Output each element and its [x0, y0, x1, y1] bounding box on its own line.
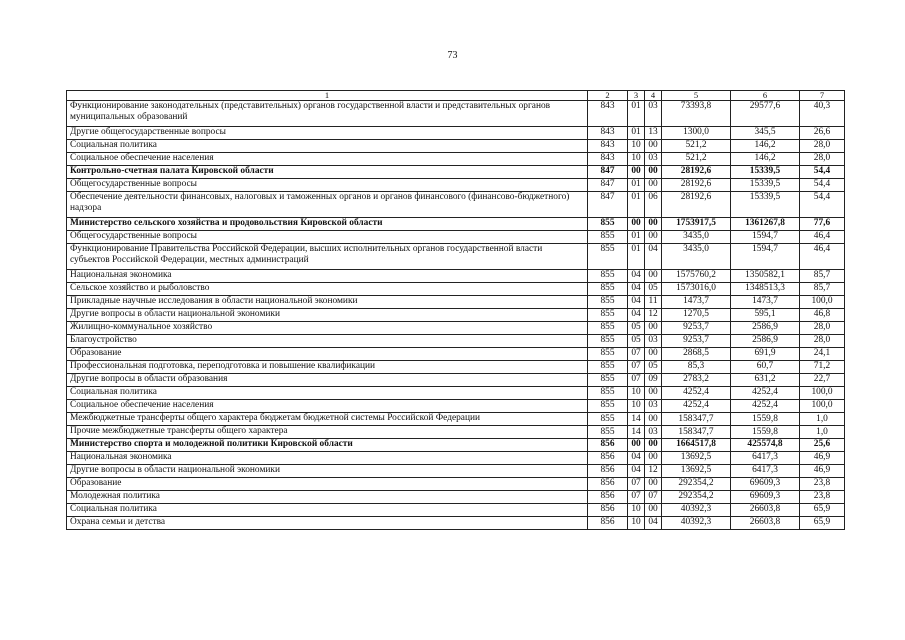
row-planned-value-cell: 158347,7 — [662, 426, 731, 439]
row-planned-value-cell: 521,2 — [662, 140, 731, 153]
row-planned-value-cell: 3435,0 — [662, 231, 731, 244]
row-section-cell: 10 — [628, 504, 645, 517]
table-row — [67, 283, 845, 296]
row-executed-value-cell: 146,2 — [731, 140, 800, 153]
row-section-cell: 10 — [628, 400, 645, 413]
row-percent-cell: 24,1 — [800, 348, 845, 361]
table-row — [67, 361, 845, 374]
row-percent-cell: 46,4 — [800, 244, 845, 270]
row-percent-cell: 77,6 — [800, 218, 845, 231]
row-planned-value-cell: 13692,5 — [662, 465, 731, 478]
row-subsection-cell: 00 — [645, 504, 662, 517]
row-planned-value-cell: 73393,8 — [662, 101, 731, 127]
row-planned-value-cell: 9253,7 — [662, 335, 731, 348]
table-row — [67, 179, 845, 192]
row-planned-value-cell: 4252,4 — [662, 387, 731, 400]
row-section-cell: 01 — [628, 179, 645, 192]
row-name-cell: Межбюджетные трансферты общего характера бюджетам бюджетной системы Российской Федерации — [67, 413, 588, 426]
row-section-cell: 04 — [628, 465, 645, 478]
column-header: 7 — [800, 91, 845, 101]
row-subsection-cell: 04 — [645, 517, 662, 530]
row-name-cell: Сельское хозяйство и рыболовство — [67, 283, 588, 296]
row-code-cell: 855 — [588, 244, 628, 270]
row-name-cell: Социальная политика — [67, 140, 588, 153]
row-code-cell: 847 — [588, 179, 628, 192]
row-name-cell: Благоустройство — [67, 335, 588, 348]
table-row — [67, 101, 845, 127]
row-name-cell: Образование — [67, 348, 588, 361]
row-subsection-cell: 00 — [645, 218, 662, 231]
row-percent-cell: 25,6 — [800, 439, 845, 452]
table-row — [67, 322, 845, 335]
row-executed-value-cell: 15339,5 — [731, 179, 800, 192]
row-planned-value-cell: 292354,2 — [662, 478, 731, 491]
row-executed-value-cell: 4252,4 — [731, 400, 800, 413]
row-planned-value-cell: 40392,3 — [662, 504, 731, 517]
row-executed-value-cell: 631,2 — [731, 374, 800, 387]
row-planned-value-cell: 28192,6 — [662, 179, 731, 192]
row-name-cell: Общегосударственные вопросы — [67, 179, 588, 192]
row-code-cell: 843 — [588, 153, 628, 166]
row-name-cell: Другие вопросы в области образования — [67, 374, 588, 387]
row-executed-value-cell: 69609,3 — [731, 478, 800, 491]
row-executed-value-cell: 26603,8 — [731, 517, 800, 530]
table-row — [67, 192, 845, 218]
row-code-cell: 856 — [588, 452, 628, 465]
table-row — [67, 309, 845, 322]
row-percent-cell: 40,3 — [800, 101, 845, 127]
table-row — [67, 400, 845, 413]
row-executed-value-cell: 69609,3 — [731, 491, 800, 504]
row-section-cell: 04 — [628, 283, 645, 296]
row-percent-cell: 100,0 — [800, 387, 845, 400]
row-name-cell: Молодежная политика — [67, 491, 588, 504]
row-subsection-cell: 04 — [645, 244, 662, 270]
table-row — [67, 244, 845, 270]
row-planned-value-cell: 85,3 — [662, 361, 731, 374]
row-executed-value-cell: 6417,3 — [731, 452, 800, 465]
row-name-cell: Жилищно-коммунальное хозяйство — [67, 322, 588, 335]
row-name-cell: Национальная экономика — [67, 452, 588, 465]
row-subsection-cell: 00 — [645, 231, 662, 244]
row-planned-value-cell: 521,2 — [662, 153, 731, 166]
table-row — [67, 452, 845, 465]
row-subsection-cell: 03 — [645, 153, 662, 166]
row-planned-value-cell: 1300,0 — [662, 127, 731, 140]
row-code-cell: 855 — [588, 413, 628, 426]
row-code-cell: 856 — [588, 465, 628, 478]
row-name-cell: Социальное обеспечение населения — [67, 153, 588, 166]
row-code-cell: 855 — [588, 400, 628, 413]
row-name-cell: Прикладные научные исследования в области национальной экономики — [67, 296, 588, 309]
table-header-row — [67, 91, 845, 101]
row-subsection-cell: 00 — [645, 478, 662, 491]
row-executed-value-cell: 1361267,8 — [731, 218, 800, 231]
row-subsection-cell: 00 — [645, 439, 662, 452]
row-code-cell: 856 — [588, 504, 628, 517]
row-percent-cell: 71,2 — [800, 361, 845, 374]
row-code-cell: 855 — [588, 361, 628, 374]
row-code-cell: 856 — [588, 478, 628, 491]
row-code-cell: 856 — [588, 491, 628, 504]
row-planned-value-cell: 1270,5 — [662, 309, 731, 322]
row-name-cell: Функционирование законодательных (представительных) органов государственной власти и представительных органов муниципальных образований — [67, 101, 588, 127]
row-subsection-cell: 00 — [645, 166, 662, 179]
row-subsection-cell: 05 — [645, 283, 662, 296]
table-row-ministry — [67, 439, 845, 452]
row-executed-value-cell: 1594,7 — [731, 244, 800, 270]
column-header: 1 — [67, 91, 588, 101]
row-planned-value-cell: 28192,6 — [662, 192, 731, 218]
table-row — [67, 517, 845, 530]
table-row — [67, 231, 845, 244]
table-row — [67, 153, 845, 166]
row-percent-cell: 100,0 — [800, 296, 845, 309]
row-section-cell: 01 — [628, 127, 645, 140]
row-code-cell: 855 — [588, 296, 628, 309]
row-section-cell: 10 — [628, 153, 645, 166]
row-section-cell: 05 — [628, 322, 645, 335]
row-subsection-cell: 06 — [645, 192, 662, 218]
row-section-cell: 00 — [628, 218, 645, 231]
row-subsection-cell: 00 — [645, 387, 662, 400]
column-header: 6 — [731, 91, 800, 101]
row-section-cell: 07 — [628, 374, 645, 387]
row-code-cell: 855 — [588, 348, 628, 361]
table-row — [67, 374, 845, 387]
row-executed-value-cell: 595,1 — [731, 309, 800, 322]
table-row — [67, 335, 845, 348]
row-executed-value-cell: 146,2 — [731, 153, 800, 166]
row-planned-value-cell: 1575760,2 — [662, 270, 731, 283]
row-subsection-cell: 03 — [645, 400, 662, 413]
table-row — [67, 140, 845, 153]
row-subsection-cell: 07 — [645, 491, 662, 504]
row-subsection-cell: 00 — [645, 413, 662, 426]
row-section-cell: 10 — [628, 140, 645, 153]
row-name-cell: Общегосударственные вопросы — [67, 231, 588, 244]
row-name-cell: Другие общегосударственные вопросы — [67, 127, 588, 140]
row-section-cell: 07 — [628, 361, 645, 374]
row-code-cell: 855 — [588, 309, 628, 322]
row-planned-value-cell: 1664517,8 — [662, 439, 731, 452]
row-code-cell: 856 — [588, 517, 628, 530]
row-percent-cell: 28,0 — [800, 335, 845, 348]
column-header: 2 — [588, 91, 628, 101]
row-section-cell: 14 — [628, 426, 645, 439]
row-section-cell: 04 — [628, 309, 645, 322]
row-percent-cell: 54,4 — [800, 166, 845, 179]
row-name-cell: Министерство сельского хозяйства и продовольствия Кировской области — [67, 218, 588, 231]
row-name-cell: Профессиональная подготовка, переподготовка и повышение квалификации — [67, 361, 588, 374]
row-subsection-cell: 13 — [645, 127, 662, 140]
row-code-cell: 843 — [588, 127, 628, 140]
row-code-cell: 843 — [588, 140, 628, 153]
row-percent-cell: 46,9 — [800, 465, 845, 478]
table-row — [67, 426, 845, 439]
row-planned-value-cell: 1753917,5 — [662, 218, 731, 231]
row-section-cell: 04 — [628, 270, 645, 283]
row-code-cell: 847 — [588, 166, 628, 179]
row-name-cell: Охрана семьи и детства — [67, 517, 588, 530]
row-name-cell: Социальное обеспечение населения — [67, 400, 588, 413]
column-header: 3 — [628, 91, 645, 101]
row-percent-cell: 28,0 — [800, 153, 845, 166]
row-percent-cell: 46,4 — [800, 231, 845, 244]
row-code-cell: 855 — [588, 283, 628, 296]
table-row-ministry — [67, 166, 845, 179]
row-planned-value-cell: 28192,6 — [662, 166, 731, 179]
row-code-cell: 855 — [588, 231, 628, 244]
row-name-cell: Прочие межбюджетные трансферты общего характера — [67, 426, 588, 439]
row-planned-value-cell: 40392,3 — [662, 517, 731, 530]
row-executed-value-cell: 345,5 — [731, 127, 800, 140]
row-name-cell: Образование — [67, 478, 588, 491]
row-name-cell: Функционирование Правительства Российской Федерации, высших исполнительных органов государственной власти субъектов Российской Федерации, местных администраций — [67, 244, 588, 270]
row-subsection-cell: 11 — [645, 296, 662, 309]
row-percent-cell: 65,9 — [800, 504, 845, 517]
row-section-cell: 04 — [628, 296, 645, 309]
row-planned-value-cell: 4252,4 — [662, 400, 731, 413]
row-subsection-cell: 00 — [645, 140, 662, 153]
row-section-cell: 01 — [628, 231, 645, 244]
row-percent-cell: 85,7 — [800, 283, 845, 296]
table-row — [67, 387, 845, 400]
column-header: 4 — [645, 91, 662, 101]
row-section-cell: 10 — [628, 387, 645, 400]
row-percent-cell: 28,0 — [800, 140, 845, 153]
row-executed-value-cell: 60,7 — [731, 361, 800, 374]
row-executed-value-cell: 1350582,1 — [731, 270, 800, 283]
row-code-cell: 855 — [588, 335, 628, 348]
row-section-cell: 00 — [628, 439, 645, 452]
row-executed-value-cell: 1473,7 — [731, 296, 800, 309]
page-number: 73 — [447, 50, 458, 61]
row-subsection-cell: 00 — [645, 348, 662, 361]
table-row — [67, 296, 845, 309]
row-executed-value-cell: 15339,5 — [731, 192, 800, 218]
row-code-cell: 855 — [588, 270, 628, 283]
row-planned-value-cell: 292354,2 — [662, 491, 731, 504]
table-row — [67, 413, 845, 426]
row-subsection-cell: 03 — [645, 426, 662, 439]
row-name-cell: Социальная политика — [67, 504, 588, 517]
table-row — [67, 491, 845, 504]
row-section-cell: 00 — [628, 166, 645, 179]
row-name-cell: Другие вопросы в области национальной экономики — [67, 465, 588, 478]
row-code-cell: 847 — [588, 192, 628, 218]
row-section-cell: 14 — [628, 413, 645, 426]
row-executed-value-cell: 691,9 — [731, 348, 800, 361]
row-name-cell: Министерство спорта и молодежной политики Кировской области — [67, 439, 588, 452]
row-executed-value-cell: 1559,8 — [731, 413, 800, 426]
row-percent-cell: 85,7 — [800, 270, 845, 283]
row-planned-value-cell: 2868,5 — [662, 348, 731, 361]
row-executed-value-cell: 15339,5 — [731, 166, 800, 179]
row-planned-value-cell: 3435,0 — [662, 244, 731, 270]
row-code-cell: 855 — [588, 322, 628, 335]
row-executed-value-cell: 2586,9 — [731, 335, 800, 348]
row-percent-cell: 65,9 — [800, 517, 845, 530]
row-percent-cell: 46,8 — [800, 309, 845, 322]
table-row — [67, 504, 845, 517]
row-executed-value-cell: 26603,8 — [731, 504, 800, 517]
row-section-cell: 01 — [628, 192, 645, 218]
row-subsection-cell: 05 — [645, 361, 662, 374]
table-row — [67, 270, 845, 283]
row-code-cell: 855 — [588, 387, 628, 400]
row-subsection-cell: 00 — [645, 270, 662, 283]
row-subsection-cell: 03 — [645, 335, 662, 348]
row-percent-cell: 100,0 — [800, 400, 845, 413]
row-executed-value-cell: 1559,8 — [731, 426, 800, 439]
row-executed-value-cell: 1594,7 — [731, 231, 800, 244]
row-name-cell: Национальная экономика — [67, 270, 588, 283]
row-section-cell: 04 — [628, 452, 645, 465]
budget-table — [66, 90, 845, 530]
row-section-cell: 07 — [628, 348, 645, 361]
row-name-cell: Социальная политика — [67, 387, 588, 400]
row-code-cell: 855 — [588, 374, 628, 387]
row-name-cell: Контрольно-счетная палата Кировской области — [67, 166, 588, 179]
row-planned-value-cell: 13692,5 — [662, 452, 731, 465]
row-planned-value-cell: 1573016,0 — [662, 283, 731, 296]
table-row — [67, 127, 845, 140]
row-percent-cell: 46,9 — [800, 452, 845, 465]
row-executed-value-cell: 425574,8 — [731, 439, 800, 452]
row-code-cell: 855 — [588, 218, 628, 231]
row-percent-cell: 54,4 — [800, 192, 845, 218]
row-executed-value-cell: 1348513,3 — [731, 283, 800, 296]
row-planned-value-cell: 1473,7 — [662, 296, 731, 309]
row-planned-value-cell: 2783,2 — [662, 374, 731, 387]
row-percent-cell: 22,7 — [800, 374, 845, 387]
row-executed-value-cell: 4252,4 — [731, 387, 800, 400]
row-executed-value-cell: 6417,3 — [731, 465, 800, 478]
row-section-cell: 05 — [628, 335, 645, 348]
row-name-cell: Другие вопросы в области национальной экономики — [67, 309, 588, 322]
row-code-cell: 855 — [588, 426, 628, 439]
row-subsection-cell: 00 — [645, 179, 662, 192]
row-executed-value-cell: 2586,9 — [731, 322, 800, 335]
row-percent-cell: 23,8 — [800, 478, 845, 491]
row-percent-cell: 1,0 — [800, 426, 845, 439]
row-subsection-cell: 09 — [645, 374, 662, 387]
table-row-ministry — [67, 218, 845, 231]
row-subsection-cell: 03 — [645, 101, 662, 127]
row-percent-cell: 1,0 — [800, 413, 845, 426]
row-percent-cell: 54,4 — [800, 179, 845, 192]
row-name-cell: Обеспечение деятельности финансовых, налоговых и таможенных органов и органов финансового (финансово-бюджетного) надзора — [67, 192, 588, 218]
row-percent-cell: 28,0 — [800, 322, 845, 335]
table-row — [67, 478, 845, 491]
row-section-cell: 10 — [628, 517, 645, 530]
table-row — [67, 465, 845, 478]
column-header: 5 — [662, 91, 731, 101]
row-percent-cell: 26,6 — [800, 127, 845, 140]
row-code-cell: 843 — [588, 101, 628, 127]
row-section-cell: 01 — [628, 244, 645, 270]
row-executed-value-cell: 29577,6 — [731, 101, 800, 127]
row-subsection-cell: 12 — [645, 465, 662, 478]
row-section-cell: 07 — [628, 491, 645, 504]
row-planned-value-cell: 158347,7 — [662, 413, 731, 426]
row-subsection-cell: 12 — [645, 309, 662, 322]
row-percent-cell: 23,8 — [800, 491, 845, 504]
row-section-cell: 01 — [628, 101, 645, 127]
row-subsection-cell: 00 — [645, 322, 662, 335]
row-section-cell: 07 — [628, 478, 645, 491]
row-subsection-cell: 00 — [645, 452, 662, 465]
row-code-cell: 856 — [588, 439, 628, 452]
row-planned-value-cell: 9253,7 — [662, 322, 731, 335]
table-row — [67, 348, 845, 361]
